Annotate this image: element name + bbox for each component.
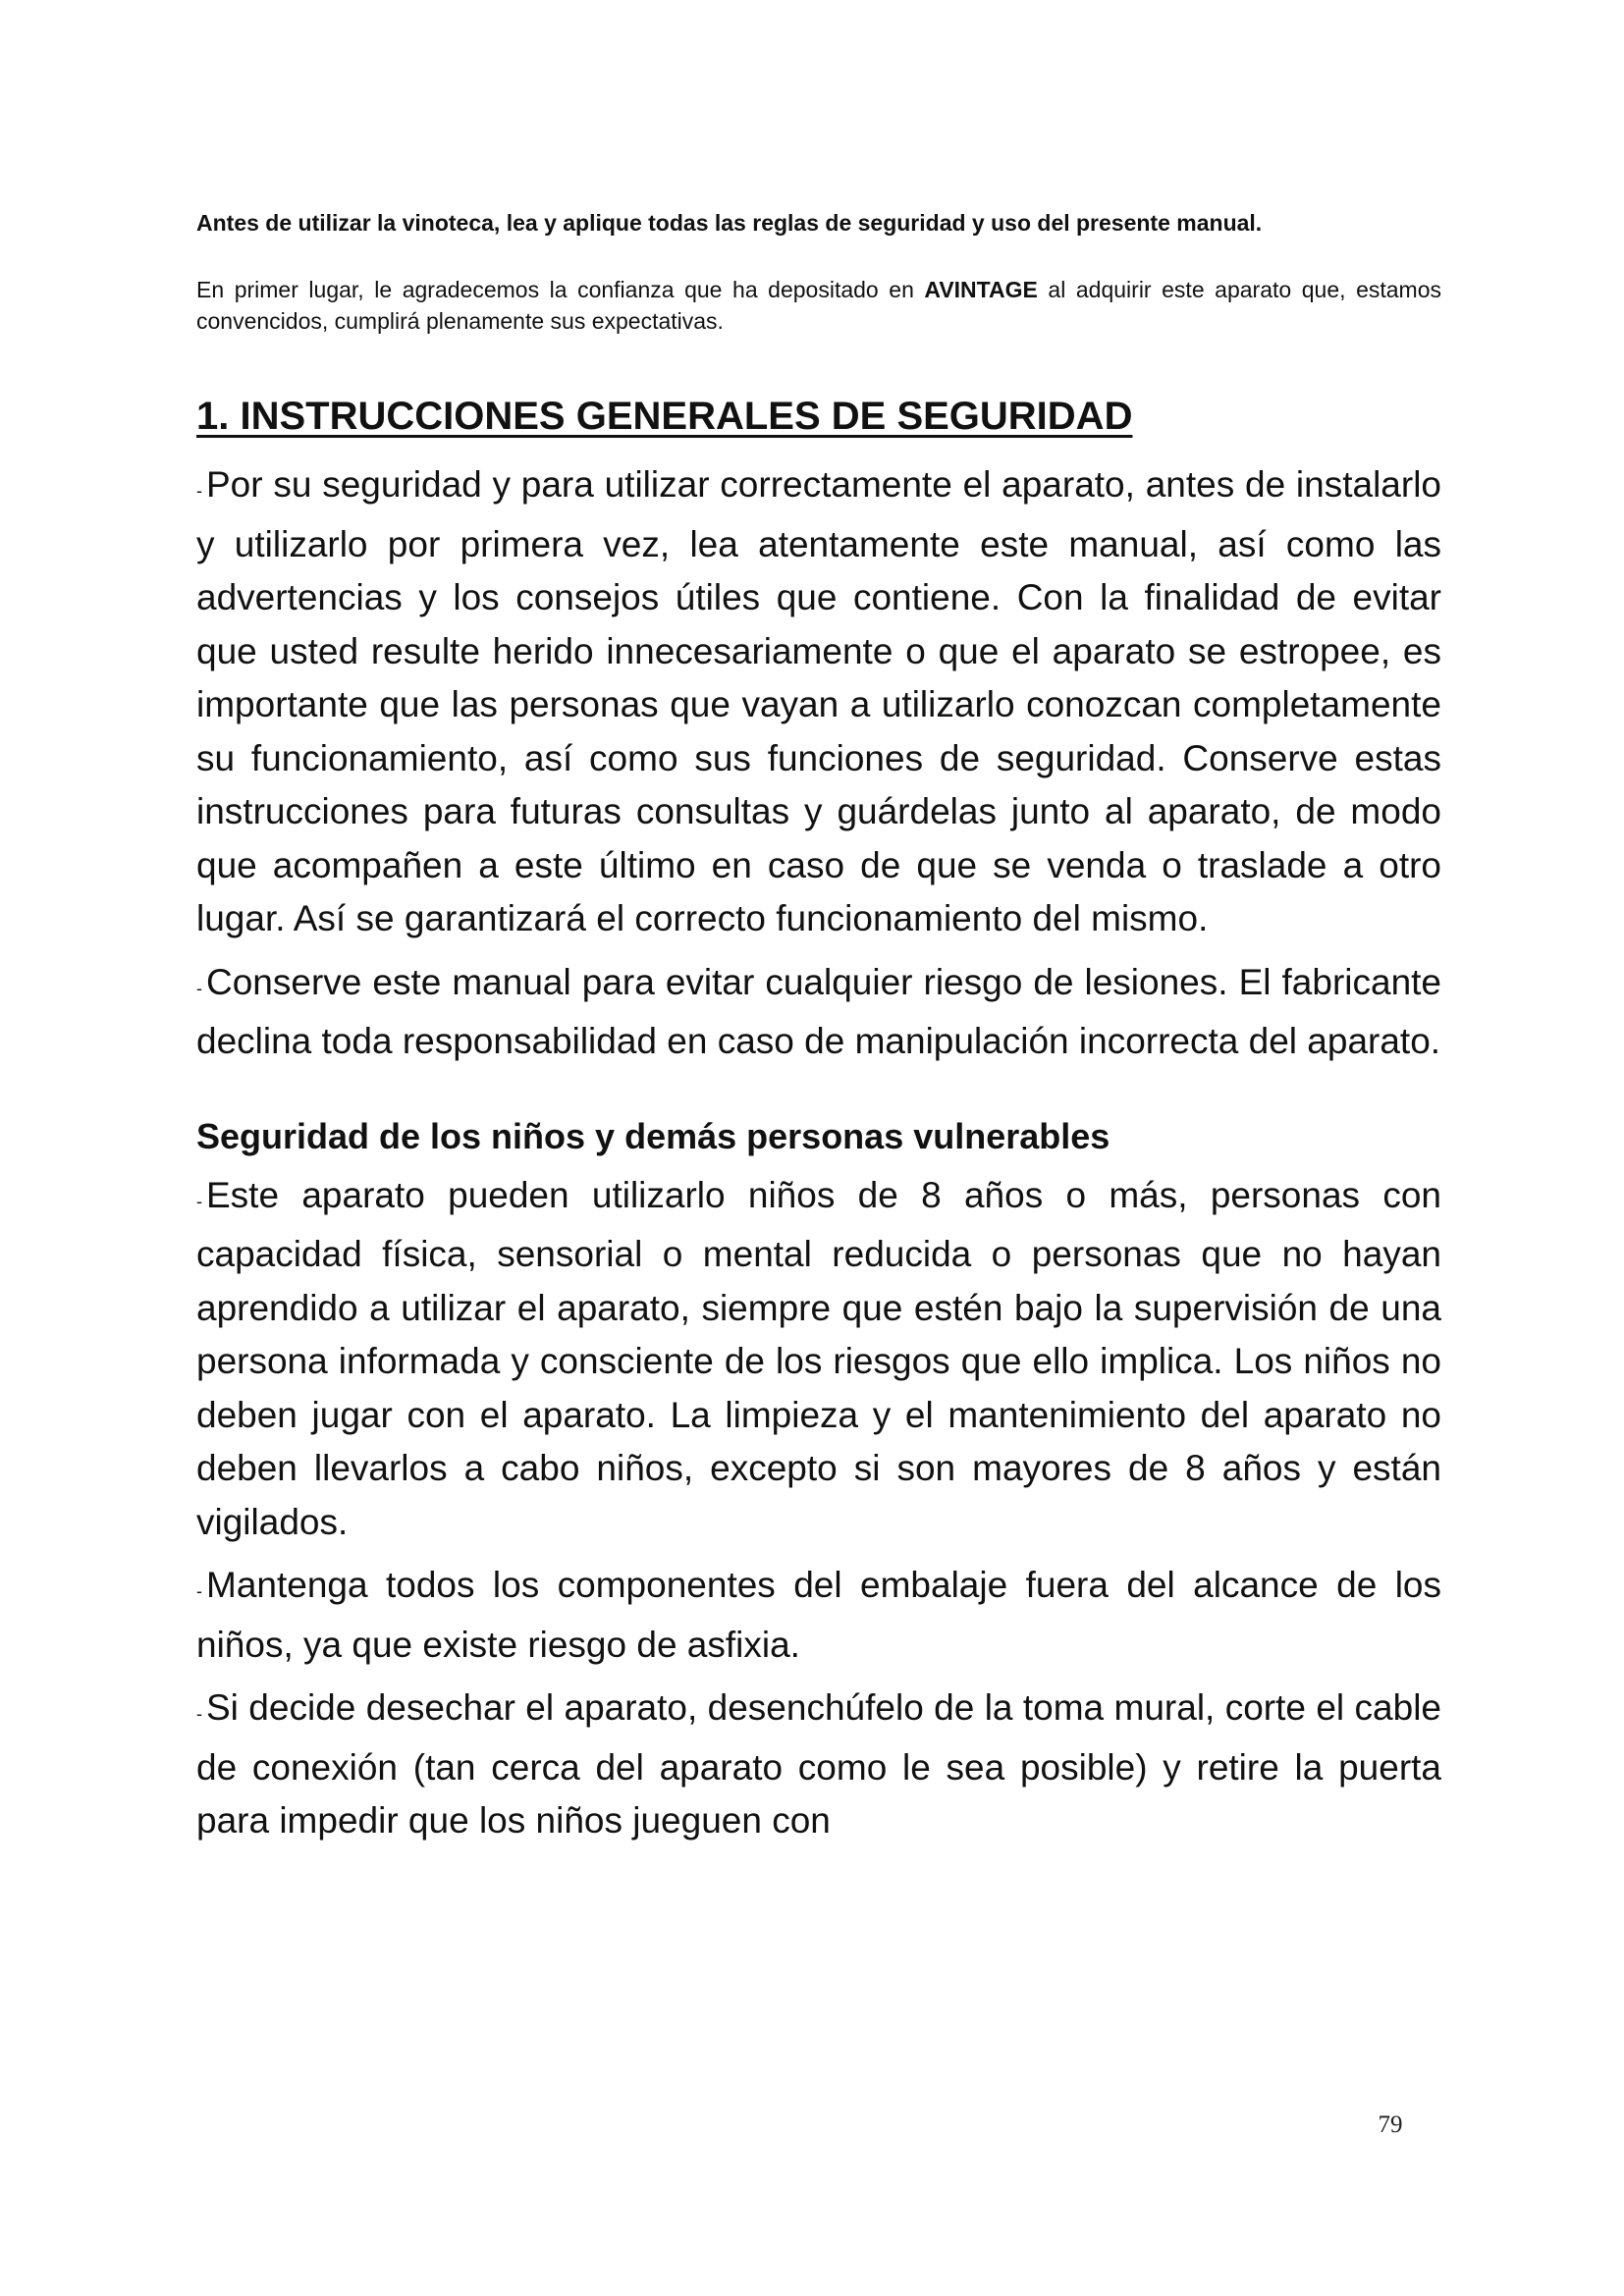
safety-paragraph [196, 956, 1441, 1069]
paragraph-text: Este aparato pueden utilizarlo niños de 8 años o más, personas con capacidad física, sensorial o mental reducida o personas que no hayan aprendido a utilizar el aparato, siempre que estén bajo la supervisión de una persona informada y consciente de los riesgos que ello implica. Los niños no deben jugar con el aparato. La limpieza y el mantenimiento del aparato no deben llevarlos a cabo niños, excepto si son mayores de 8 años y están vigilados. [196, 1174, 1441, 1542]
bullet-dash: - [196, 1704, 202, 1724]
safety-paragraph [196, 1169, 1441, 1550]
paragraph-text: Si decide desechar el aparato, desenchúfelo de la toma mural, corte el cable de conexión (tan cerca del aparato como le sea posible) y retire la puerta para impedir que los niños jueguen con [196, 1687, 1441, 1841]
safety-paragraph [196, 458, 1441, 946]
bullet-dash: - [196, 1191, 202, 1211]
safety-paragraph [196, 1559, 1441, 1672]
page-content [196, 208, 1441, 1858]
thanks-text-before: En primer lugar, le agradecemos la confianza que ha depositado en [196, 277, 925, 302]
paragraph-text: Mantenga todos los componentes del embalaje fuera del alcance de los niños, ya que existe riesgo de asfixia. [196, 1565, 1441, 1665]
thanks-text-after: al adquirir este aparato que, estamos convencidos, cumplirá plenamente sus expectativas. [196, 277, 1441, 334]
thanks-paragraph [196, 274, 1441, 337]
safety-paragraph [196, 1682, 1441, 1848]
section-heading-general-safety: 1. INSTRUCCIONES GENERALES DE SEGURIDAD [196, 395, 1133, 438]
bullet-dash: - [196, 978, 202, 998]
bullet-dash: - [196, 1581, 202, 1601]
brand-name: AVINTAGE [924, 277, 1038, 302]
paragraph-text: Conserve este manual para evitar cualquier riesgo de lesiones. El fabricante declina toda responsabilidad en caso de manipulación incorrecta del aparato. [196, 961, 1441, 1061]
section-heading-children-safety: Seguridad de los niños y demás personas vulnerables [196, 1115, 1110, 1156]
safety-warning: Antes de utilizar la vinoteca, lea y aplique todas las reglas de seguridad y uso del presente manual. [196, 210, 1263, 236]
page-number: 79 [1378, 2111, 1403, 2138]
bullet-dash: - [196, 481, 202, 501]
paragraph-text: Por su seguridad y para utilizar correctamente el aparato, antes de instalarlo y utilizarlo por primera vez, lea atentamente este manual, así como las advertencias y los consejos útiles que contiene. Con la finalidad de evitar que usted resulte herido innecesariamente o que el aparato se estropee, es importante que las personas que vayan a utilizarlo conozcan completamente su funcionamiento, así como sus funciones de seguridad. Conserve estas instrucciones para futuras consultas y guárdelas junto al aparato, de modo que acompañen a este último en caso de que se venda o traslade a otro lugar. Así se garantizará el correcto funcionamiento del mismo. [196, 464, 1441, 938]
